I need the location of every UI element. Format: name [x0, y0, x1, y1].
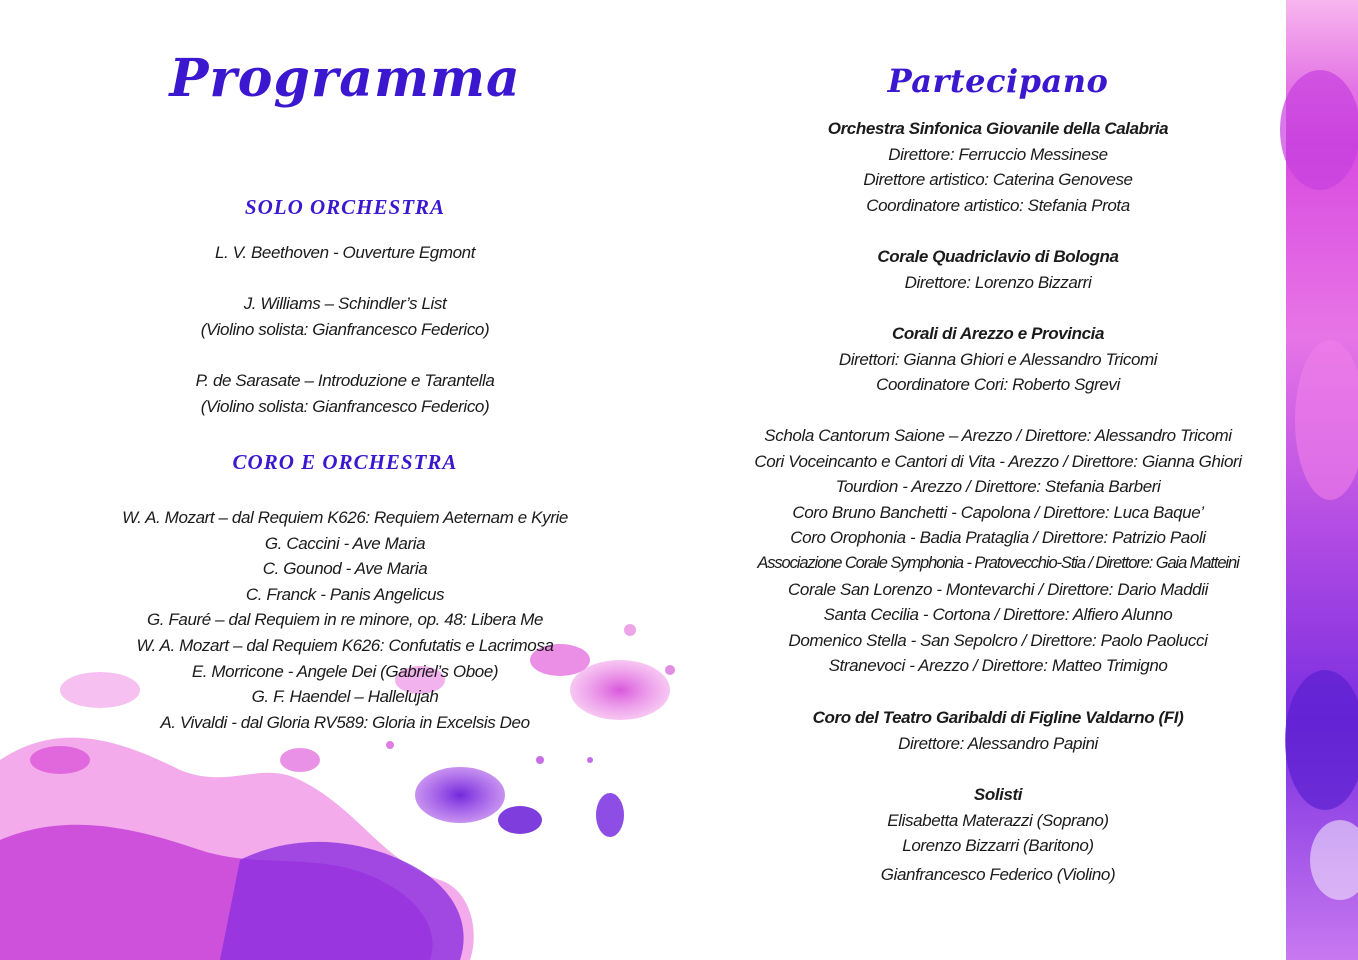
participant-group [700, 116, 1296, 218]
piece-line: W. A. Mozart – dal Requiem K626: Confutatis e Lacrimosa [136, 635, 554, 655]
soloist-line: Gianfrancesco Federico (Violino) [880, 864, 1116, 884]
participant-group [700, 705, 1296, 756]
solo-piece [40, 368, 650, 419]
programma-title: Programma [169, 48, 521, 109]
piece-line: L. V. Beethoven - Ouverture Egmont [214, 243, 476, 262]
piece-line: G. F. Haendel – Hallelujah [251, 687, 439, 707]
piece-line: C. Gounod - Ave Maria [262, 559, 428, 579]
choir-line: Associazione Corale Symphonia - Pratovecchio-Stia / Direttore: Gaia Matteini [757, 553, 1239, 572]
coro-orchestra-heading: CORO E ORCHESTRA [232, 450, 458, 474]
group-name: Corali di Arezzo e Provincia [891, 324, 1105, 343]
piece-line: P. de Sarasate – Introduzione e Tarantella [195, 371, 495, 390]
piece-line: E. Morricone - Angele Dei (Gabriel’s Oboe) [191, 661, 499, 681]
choir-line: Corale San Lorenzo - Montevarchi / Direttore: Dario Maddii [788, 579, 1208, 599]
piece-line: C. Franck - Panis Angelicus [245, 584, 445, 604]
group-line: Direttore: Alessandro Papini [898, 733, 1098, 753]
piece-line: J. Williams – Schindler’s List [243, 294, 447, 313]
choirs-list [700, 423, 1296, 679]
choir-line: Santa Cecilia - Cortona / Direttore: Alfiero Alunno [823, 605, 1173, 625]
piece-line: G. Fauré – dal Requiem in re minore, op. 48: Libera Me [146, 610, 544, 630]
soloist-line: Elisabetta Materazzi (Soprano) [887, 810, 1109, 830]
group-name: Coro del Teatro Garibaldi di Figline Valdarno (FI) [812, 708, 1184, 727]
participant-group [700, 321, 1296, 398]
group-line: Direttore: Lorenzo Bizzarri [904, 272, 1092, 292]
group-line: Coordinatore Cori: Roberto Sgrevi [876, 375, 1120, 395]
solo-piece [40, 291, 650, 342]
group-name: Orchestra Sinfonica Giovanile della Calabria [827, 119, 1169, 138]
soloists-group [700, 782, 1296, 887]
choir-line: Coro Orophonia - Badia Prataglia / Direttore: Patrizio Paoli [790, 528, 1206, 548]
piece-line: G. Caccini - Ave Maria [264, 533, 426, 553]
group-line: Direttori: Gianna Ghiori e Alessandro Tricomi [838, 349, 1158, 369]
group-name: Corale Quadriclavio di Bologna [877, 247, 1119, 266]
choir-line: Domenico Stella - San Sepolcro / Direttore: Paolo Paolucci [788, 630, 1208, 650]
choir-line: Tourdion - Arezzo / Direttore: Stefania Barberi [835, 477, 1161, 497]
group-line: Coordinatore artistico: Stefania Prota [866, 195, 1130, 215]
solo-orchestra-heading: SOLO ORCHESTRA [244, 195, 446, 219]
group-line: Direttore: Ferruccio Messinese [888, 144, 1108, 164]
piece-line: (Violino solista: Gianfrancesco Federico) [200, 319, 490, 339]
group-line: Direttore artistico: Caterina Genovese [863, 170, 1133, 190]
partecipano-title: Partecipano [887, 62, 1109, 100]
piece-line: (Violino solista: Gianfrancesco Federico) [200, 396, 490, 416]
choir-line: Stranevoci - Arezzo / Direttore: Matteo Trimigno [828, 656, 1168, 676]
coro-pieces-list [40, 505, 650, 735]
choir-line: Schola Cantorum Saione – Arezzo / Direttore: Alessandro Tricomi [764, 426, 1232, 445]
soloist-line: Lorenzo Bizzarri (Baritono) [902, 836, 1094, 856]
solo-piece [40, 240, 650, 266]
choir-line: Cori Voceincanto e Cantori di Vita - Arezzo / Direttore: Gianna Ghiori [754, 451, 1242, 471]
choir-line: Coro Bruno Banchetti - Capolona / Direttore: Luca Baque’ [792, 502, 1204, 522]
group-name: Solisti [973, 785, 1023, 804]
piece-line: W. A. Mozart – dal Requiem K626: Requiem Aeternam e Kyrie [122, 508, 568, 527]
participant-group [700, 244, 1296, 295]
piece-line: A. Vivaldi - dal Gloria RV589: Gloria in Excelsis Deo [160, 712, 530, 732]
